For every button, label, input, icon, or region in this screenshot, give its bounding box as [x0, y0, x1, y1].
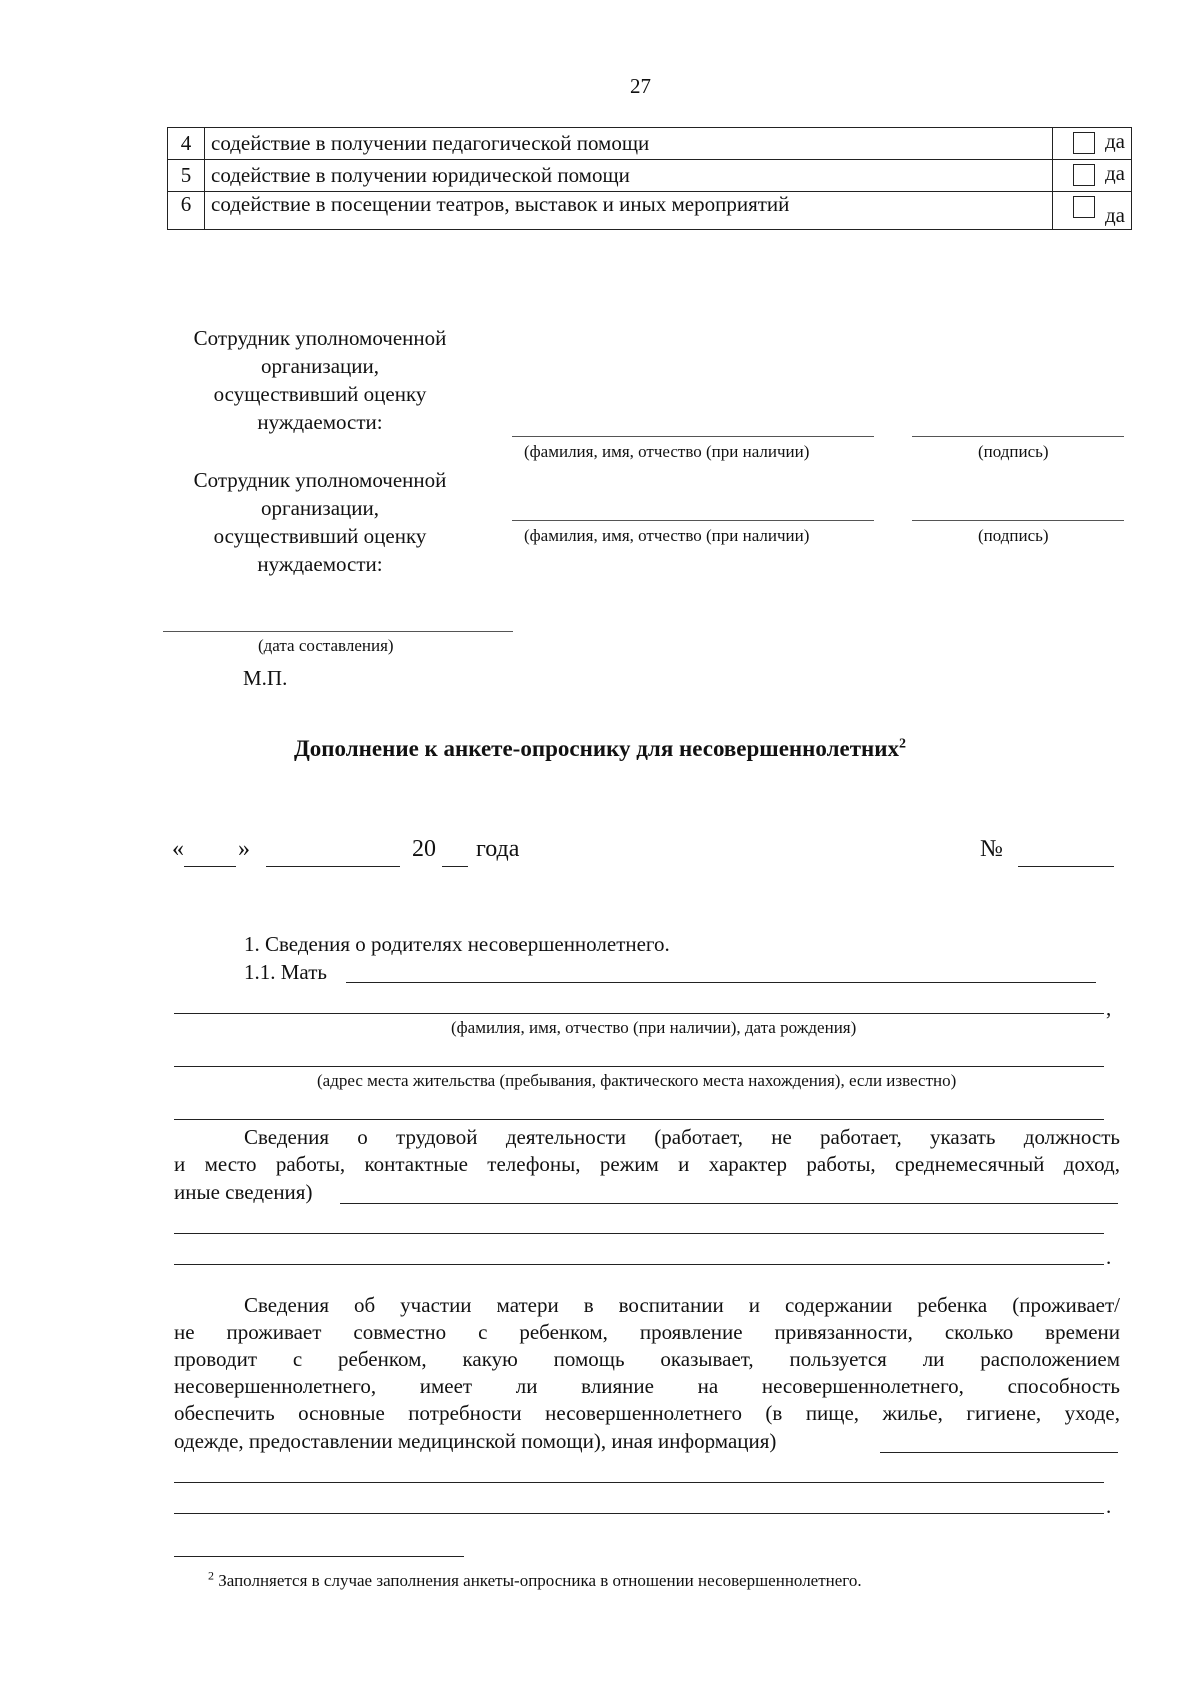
service-text: содействие в получении педагогической помощи: [205, 128, 1053, 160]
number-line[interactable]: [1018, 866, 1114, 867]
fio-line[interactable]: [512, 436, 874, 437]
work-info-line-c[interactable]: [174, 1264, 1104, 1265]
upbringing-line-4: несовершеннолетнего, имеет ли влияние на несовершеннолетнего, способность: [174, 1374, 1120, 1398]
employee-label-1: [160, 324, 480, 436]
fio-line[interactable]: [512, 520, 874, 521]
fio-caption: (фамилия, имя, отчество (при наличии): [524, 442, 810, 461]
answer-cell: [1053, 192, 1132, 230]
mother-label: 1.1. Мать: [244, 960, 327, 984]
row-number: 4: [168, 128, 205, 160]
employee-label-line: Сотрудник уполномоченной: [193, 326, 447, 350]
signature-caption: (подпись): [978, 526, 1049, 545]
period: .: [1106, 1245, 1112, 1269]
yes-checkbox[interactable]: [1073, 132, 1095, 154]
address-line[interactable]: [174, 1066, 1104, 1067]
employee-label-line: организации,: [261, 354, 379, 378]
year-prefix: 20: [412, 836, 436, 862]
work-info-line[interactable]: [340, 1203, 1118, 1204]
table-row: [168, 192, 1132, 230]
answer-cell: [1053, 160, 1132, 192]
yes-checkbox[interactable]: [1073, 164, 1095, 186]
upbringing-line-6: одежде, предоставлении медицинской помощи), иная информация): [174, 1429, 777, 1453]
footnote-mark: 2: [208, 1568, 214, 1583]
date-open-quote: «: [172, 836, 184, 862]
yes-label: да: [1105, 203, 1126, 227]
work-info-line-1: Сведения о трудовой деятельности (работает, не работает, указать должность: [244, 1125, 1120, 1149]
address-caption: (адрес места жительства (пребывания, фактического места нахождения), если известно): [317, 1071, 957, 1090]
services-table: [167, 127, 1132, 230]
upbringing-line-c[interactable]: [174, 1513, 1104, 1514]
footnote-text: Заполняется в случае заполнения анкеты-опросника в отношении несовершеннолетнего.: [218, 1571, 862, 1590]
footnote-ref: 2: [899, 736, 907, 752]
year-line[interactable]: [442, 866, 468, 867]
mother-line[interactable]: [346, 982, 1096, 983]
address-line-2[interactable]: [174, 1119, 1104, 1120]
section-1-heading: 1. Сведения о родителях несовершеннолетнего.: [244, 932, 670, 956]
employee-label-line: осуществивший оценку: [213, 524, 427, 548]
answer-cell: [1053, 128, 1132, 160]
employee-label-line: осуществивший оценку: [213, 382, 427, 406]
upbringing-line-3: проводит с ребенком, какую помощь оказывает, пользуется ли расположением: [174, 1347, 1120, 1371]
date-line[interactable]: [163, 631, 513, 632]
upbringing-line-5: обеспечить основные потребности несовершеннолетнего (в пище, жилье, гигиене, уходе,: [174, 1401, 1120, 1425]
year-suffix: года: [476, 836, 520, 862]
yes-label: да: [1105, 129, 1126, 153]
date-close-quote: »: [238, 836, 250, 862]
footnote-separator: [174, 1556, 464, 1557]
day-line[interactable]: [184, 866, 236, 867]
upbringing-line[interactable]: [880, 1452, 1118, 1453]
period: .: [1106, 1494, 1112, 1518]
signature-line[interactable]: [912, 520, 1124, 521]
employee-label-line: нуждаемости:: [257, 410, 383, 434]
stamp-label: М.П.: [243, 666, 288, 690]
signature-caption: (подпись): [978, 442, 1049, 461]
page-number: 27: [630, 74, 651, 98]
employee-label-line: нуждаемости:: [257, 552, 383, 576]
table-row: [168, 160, 1132, 192]
date-caption: (дата составления): [258, 636, 394, 655]
supplement-title: [0, 736, 1200, 762]
yes-checkbox[interactable]: [1073, 196, 1095, 218]
employee-label-line: организации,: [261, 496, 379, 520]
row-number: 6: [168, 192, 205, 230]
employee-label-line: Сотрудник уполномоченной: [193, 468, 447, 492]
table-row: [168, 128, 1132, 160]
row-number: 5: [168, 160, 205, 192]
month-line[interactable]: [266, 866, 400, 867]
mother-line-2[interactable]: [174, 1013, 1104, 1014]
work-info-line-2: и место работы, контактные телефоны, режим и характер работы, среднемесячный доход,: [174, 1152, 1120, 1176]
title-text: Дополнение к анкете-опроснику для несовершеннолетних: [293, 736, 900, 761]
fio-caption: (фамилия, имя, отчество (при наличии): [524, 526, 810, 545]
upbringing-line-1: Сведения об участии матери в воспитании и содержании ребенка (проживает/: [244, 1293, 1120, 1317]
service-text: содействие в получении юридической помощи: [205, 160, 1053, 192]
upbringing-line-2: не проживает совместно с ребенком, проявление привязанности, сколько времени: [174, 1320, 1120, 1344]
upbringing-line-b[interactable]: [174, 1482, 1104, 1483]
work-info-line-3: иные сведения): [174, 1180, 313, 1204]
footnote: [208, 1570, 862, 1592]
service-text: содействие в посещении театров, выставок и иных мероприятий: [205, 192, 1053, 230]
yes-label: да: [1105, 161, 1126, 185]
number-sign: №: [980, 836, 1003, 862]
signature-line[interactable]: [912, 436, 1124, 437]
fio-birth-caption: (фамилия, имя, отчество (при наличии), дата рождения): [451, 1018, 857, 1037]
work-info-line-b[interactable]: [174, 1233, 1104, 1234]
comma: ,: [1106, 996, 1112, 1020]
employee-label-2: [160, 466, 480, 578]
